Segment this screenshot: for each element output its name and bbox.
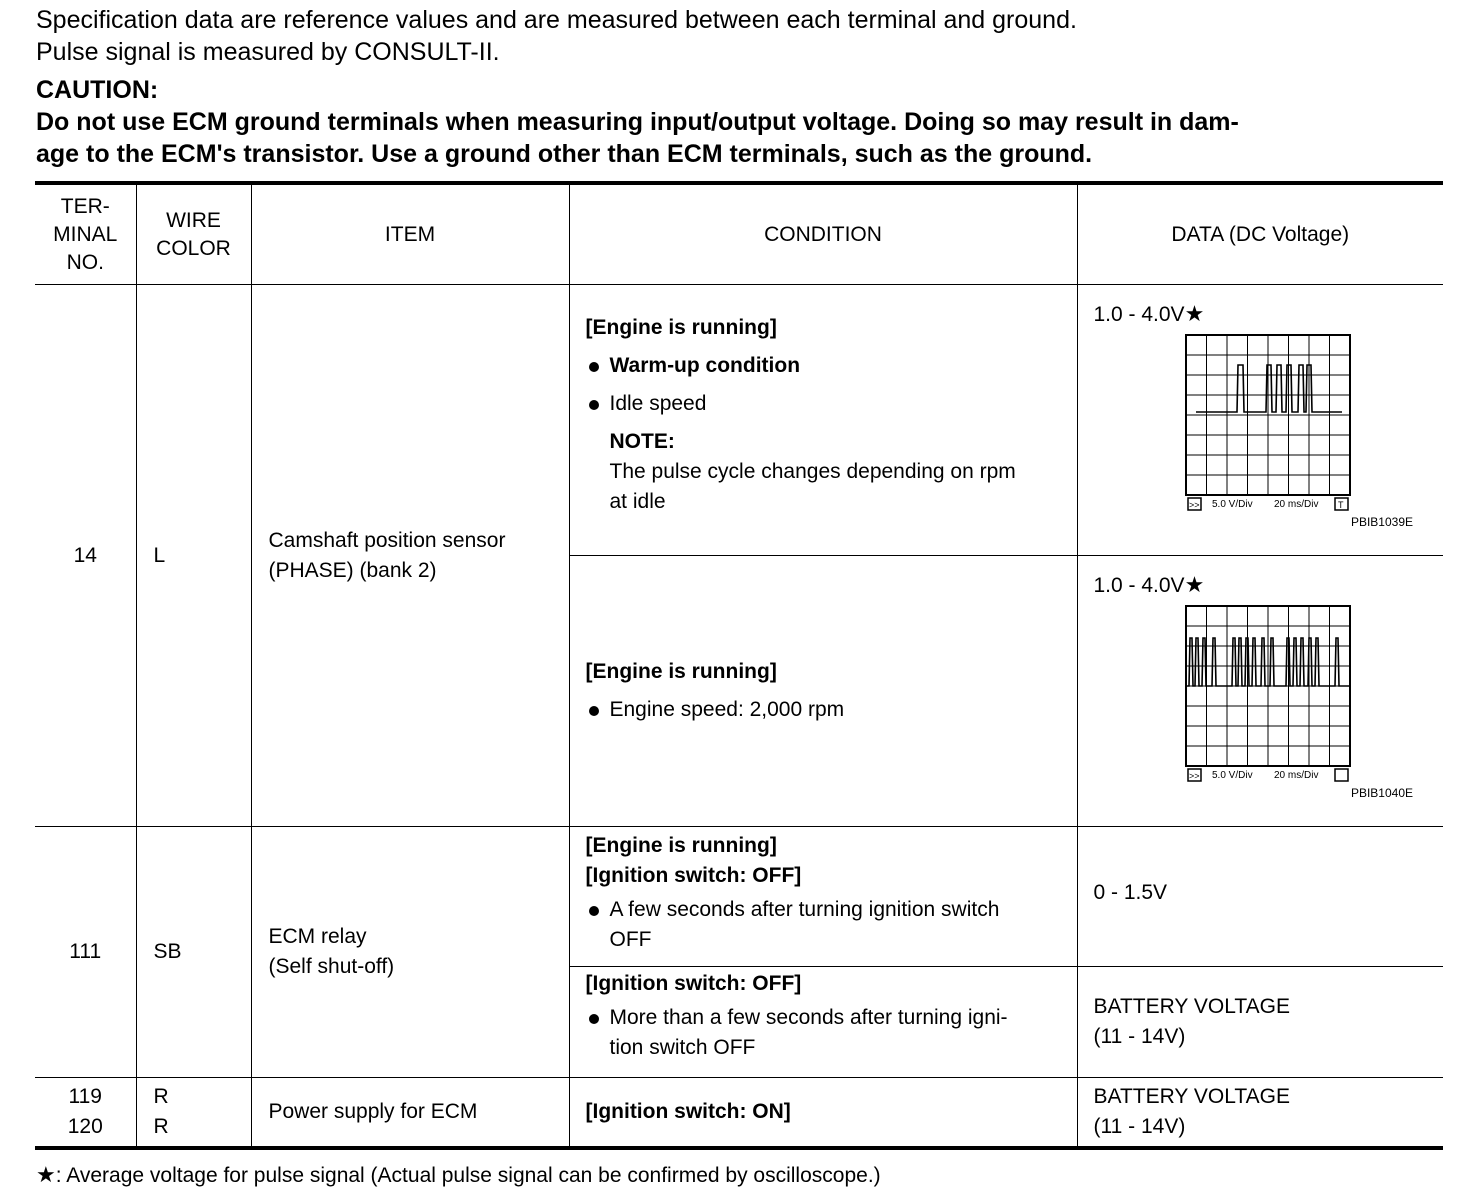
star-icon: ★ (1184, 301, 1205, 326)
wire-color: L (136, 285, 251, 827)
footnote (36, 1159, 881, 1192)
data-cell (1077, 556, 1443, 827)
terminal-spec-table (35, 181, 1443, 1150)
condition-cell (569, 1078, 1077, 1148)
pulse-note: Pulse signal is measured by CONSULT-II. (36, 38, 500, 66)
condition-cell (569, 556, 1077, 827)
condition-bullet: More than a few seconds after turning igni- tion switch OFF (586, 1003, 1067, 1063)
header-terminal-no: TER- MINAL NO. (35, 183, 136, 285)
voltage-value: 1.0 - 4.0V★ (1093, 301, 1205, 326)
note-text: at idle (609, 490, 666, 513)
voltage-range: (11 - 14V) (1093, 1114, 1186, 1138)
wire-color: R R (136, 1078, 251, 1148)
scope-trace (1196, 365, 1342, 412)
condition-title: [Ignition switch: OFF] (585, 972, 802, 995)
terminal-no: 14 (35, 285, 136, 827)
table-row (35, 285, 1443, 556)
voltage-value: BATTERY VOLTAGE (1093, 995, 1290, 1018)
svg-text:>>: >> (1188, 500, 1200, 510)
condition-bullet: Warm-up condition (586, 351, 1067, 381)
oscilloscope-waveform-idle (1182, 331, 1382, 516)
condition-bullet: Idle speed (586, 389, 1067, 419)
voltage-range: (11 - 14V) (1093, 1025, 1186, 1048)
caution-line-1: Do not use ECM ground terminals when measuring input/output voltage. Doing so may result in dam- (36, 108, 1239, 136)
star-icon: ★ (1184, 572, 1205, 597)
caution-title: CAUTION: (36, 76, 159, 104)
oscilloscope-waveform-2000rpm (1182, 602, 1382, 787)
star-icon: ★ (36, 1162, 56, 1187)
intro-section (36, 4, 1446, 170)
condition-title: [Engine is running] (585, 660, 777, 683)
note-text: The pulse cycle changes depending on rpm (609, 460, 1016, 483)
data-cell (1077, 967, 1443, 1078)
data-cell (1077, 827, 1443, 967)
item-description: Camshaft position sensor (PHASE) (bank 2) (251, 285, 569, 827)
footnote-text: : Average voltage for pulse signal (Actual pulse signal can be confirmed by oscilloscope.) (55, 1164, 881, 1187)
scope-footer (1188, 498, 1348, 510)
header-data: DATA (DC Voltage) (1077, 183, 1443, 285)
data-cell (1077, 285, 1443, 556)
header-wire-color: WIRE COLOR (136, 183, 251, 285)
data-cell (1077, 1078, 1443, 1148)
condition-cell (569, 967, 1077, 1078)
svg-text:5.0 V/Div: 5.0 V/Div (1211, 499, 1253, 510)
table-row (35, 1078, 1443, 1148)
header-condition: CONDITION (569, 183, 1077, 285)
table-header-row (35, 183, 1443, 285)
condition-cell (569, 285, 1077, 556)
svg-text:20 ms/Div: 20 ms/Div (1273, 770, 1318, 781)
condition-title: [Engine is running] (585, 834, 777, 857)
caution-line-2: age to the ECM's transistor. Use a ground other than ECM terminals, such as the ground. (36, 140, 1093, 168)
figure-code: PBIB1040E (1350, 786, 1413, 800)
svg-text:>>: >> (1188, 771, 1200, 781)
spec-note: Specification data are reference values and are measured between each terminal and ground. (36, 6, 1077, 34)
condition-bullet: A few seconds after turning ignition switch OFF (586, 895, 1067, 955)
condition-cell (569, 827, 1077, 967)
voltage-value: 0 - 1.5V (1093, 880, 1168, 904)
item-description: ECM relay (Self shut-off) (251, 827, 569, 1078)
voltage-value: BATTERY VOLTAGE (1093, 1084, 1290, 1108)
scope-grid (1186, 335, 1350, 495)
svg-text:20 ms/Div: 20 ms/Div (1273, 499, 1318, 510)
terminal-no: 119 120 (35, 1078, 136, 1148)
condition-bullet: Engine speed: 2,000 rpm (586, 695, 1067, 725)
note-block (586, 427, 1067, 517)
condition-title: [Ignition switch: OFF] (585, 864, 802, 887)
svg-text:5.0 V/Div: 5.0 V/Div (1211, 770, 1253, 781)
condition-title: [Ignition switch: ON] (585, 1099, 791, 1123)
figure-code: PBIB1039E (1350, 515, 1413, 529)
terminal-no: 111 (35, 827, 136, 1078)
note-title: NOTE: (609, 430, 675, 453)
condition-title: [Engine is running] (585, 316, 777, 339)
table-row (35, 827, 1443, 967)
scope-footer (1188, 769, 1348, 781)
header-item: ITEM (251, 183, 569, 285)
svg-text:T: T (1337, 500, 1343, 510)
item-description: Power supply for ECM (251, 1078, 569, 1148)
wire-color: SB (136, 827, 251, 1078)
voltage-value: 1.0 - 4.0V★ (1093, 572, 1205, 597)
